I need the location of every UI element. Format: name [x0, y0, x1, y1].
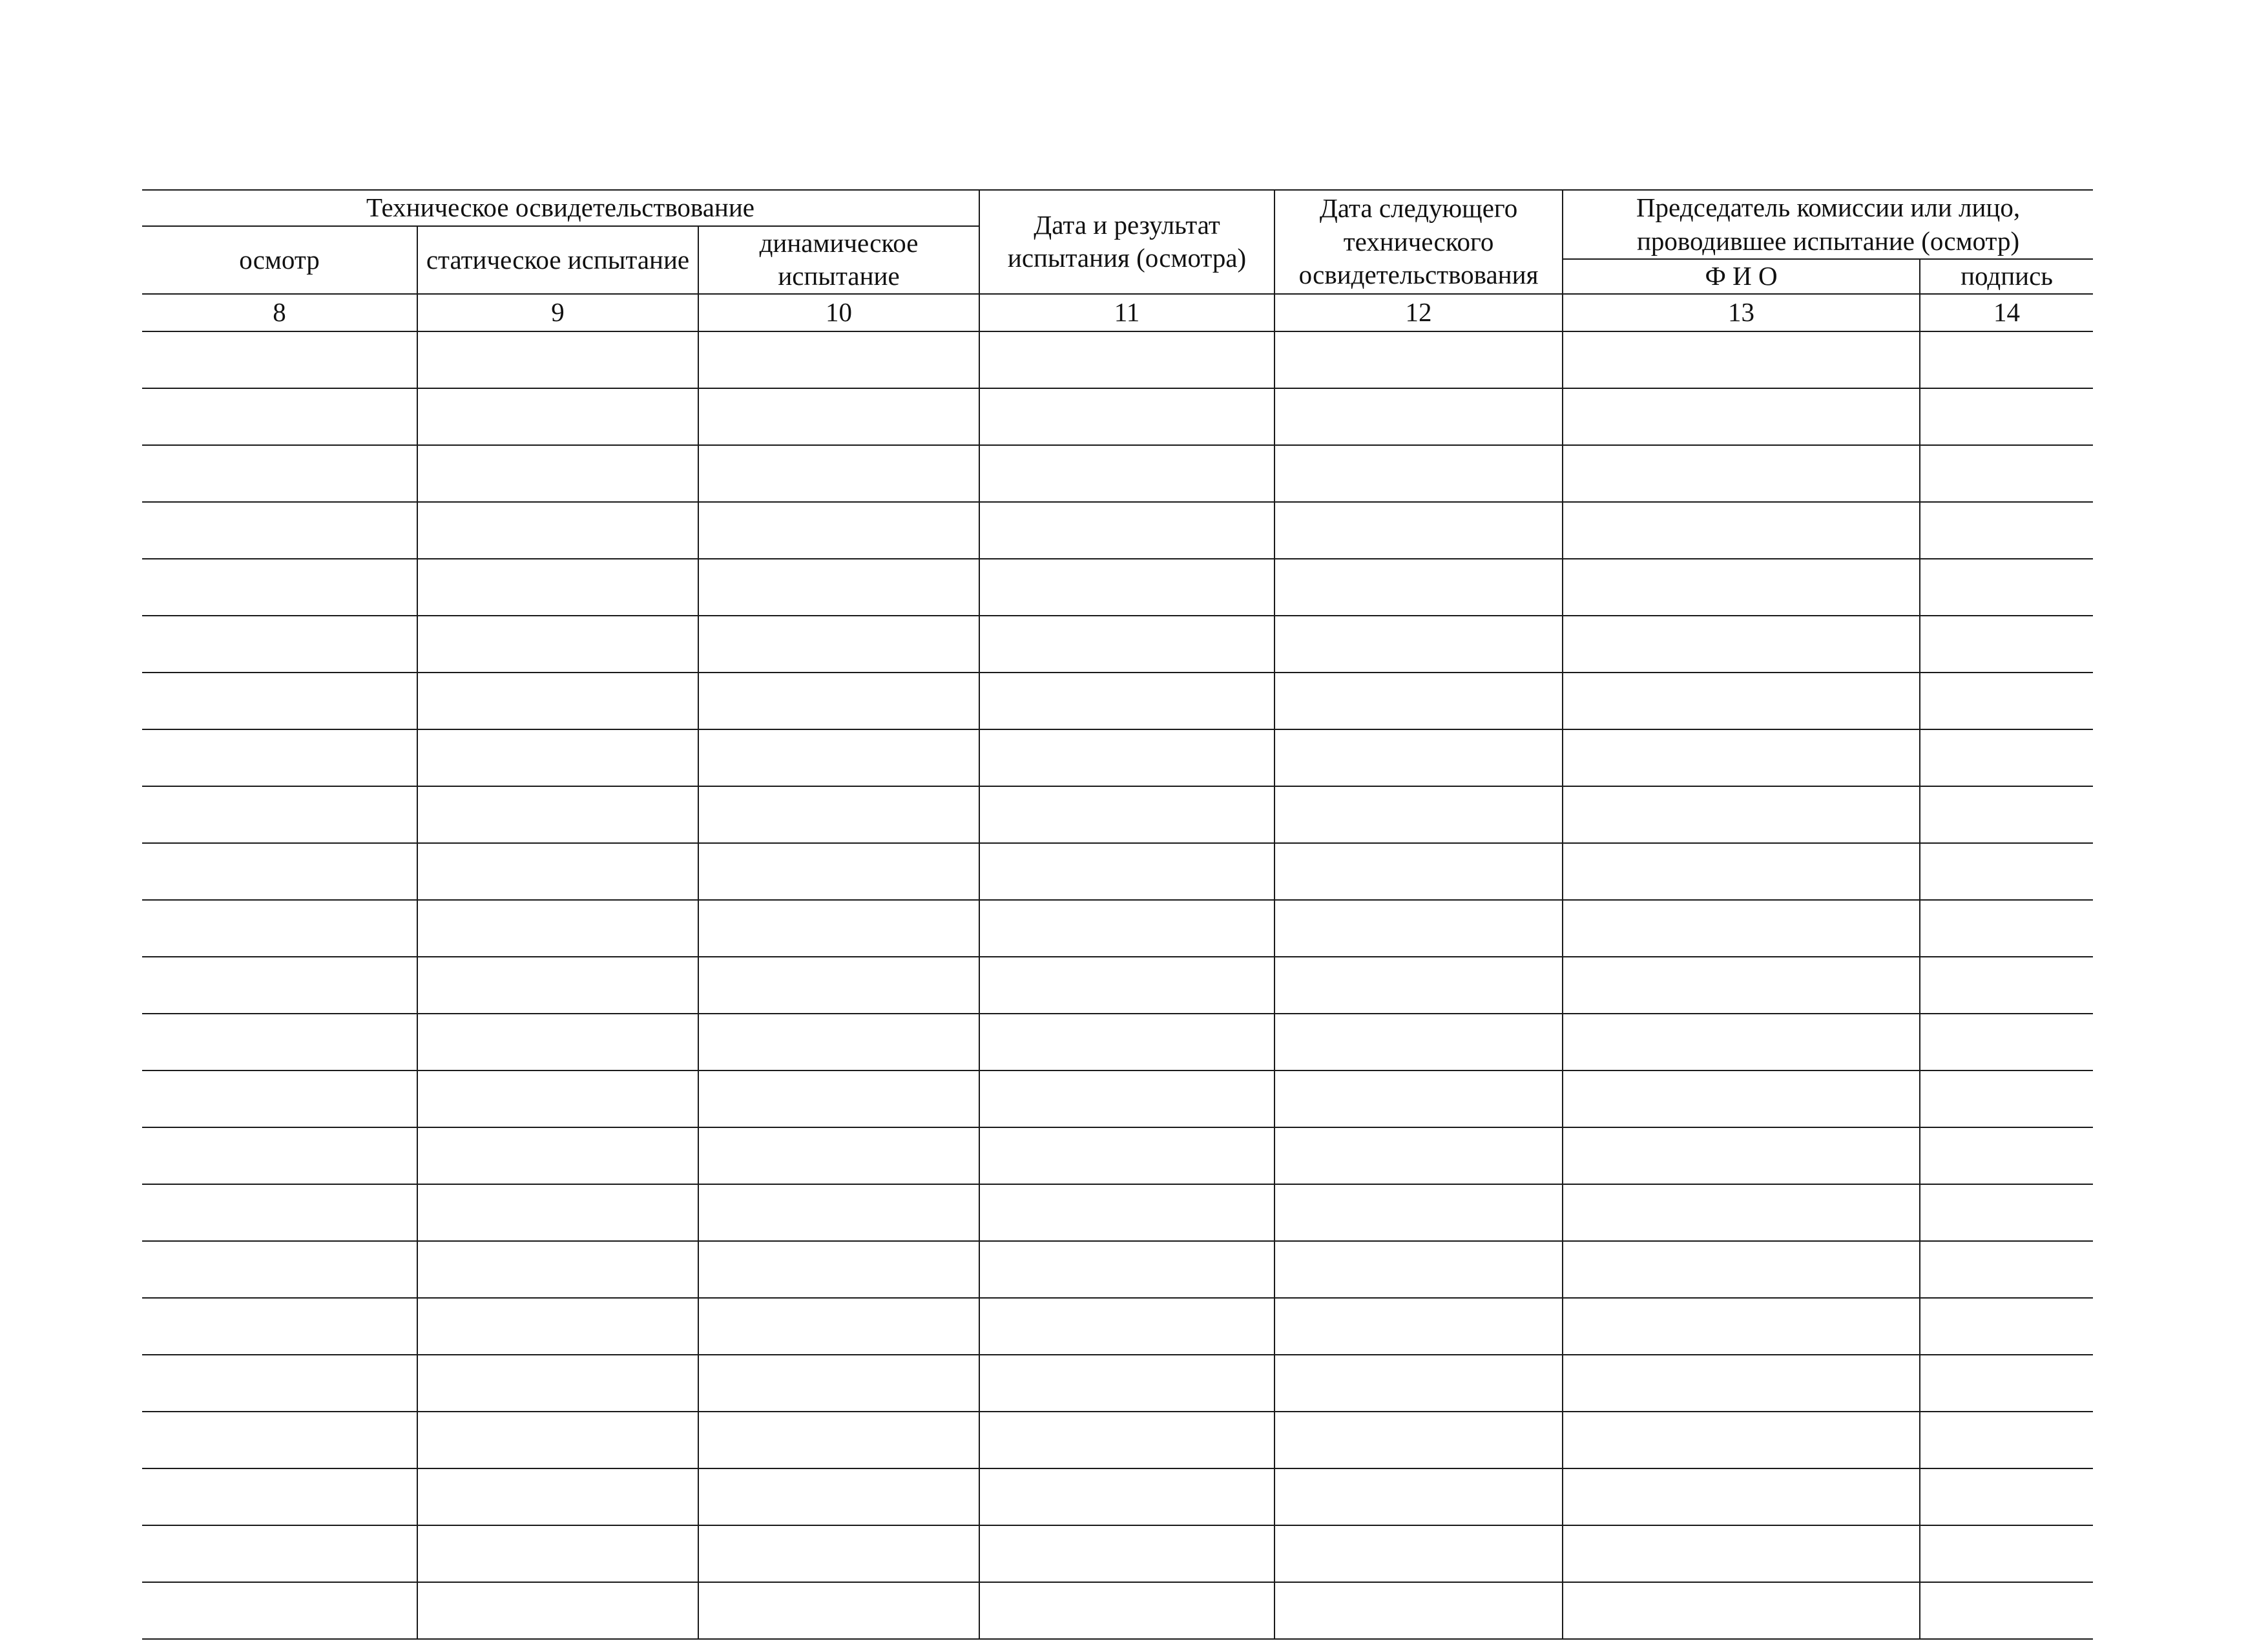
- cell-fio[interactable]: [1563, 331, 1920, 388]
- cell-date-result[interactable]: [979, 1525, 1274, 1582]
- cell-inspection[interactable]: [142, 616, 417, 673]
- cell-signature[interactable]: [1920, 673, 2093, 729]
- column-number: 8: [142, 294, 417, 331]
- cell-inspection[interactable]: [142, 1582, 417, 1639]
- header-date-result-label: Дата и результат испытания (осмотра): [1007, 210, 1247, 273]
- table-row: [142, 1412, 2093, 1468]
- table-row: [142, 559, 2093, 616]
- cell-dynamic-test[interactable]: [698, 673, 979, 729]
- cell-fio[interactable]: [1563, 1582, 1920, 1639]
- cell-dynamic-test[interactable]: [698, 957, 979, 1014]
- cell-inspection[interactable]: [142, 1298, 417, 1355]
- cell-inspection[interactable]: [142, 1127, 417, 1184]
- cell-date-result[interactable]: [979, 900, 1274, 957]
- cell-signature[interactable]: [1920, 1468, 2093, 1525]
- cell-next-date[interactable]: [1274, 900, 1563, 957]
- cell-fio[interactable]: [1563, 1070, 1920, 1127]
- cell-dynamic-test[interactable]: [698, 1014, 979, 1070]
- header-group-tech-inspection: [142, 190, 979, 226]
- table-row: [142, 1241, 2093, 1298]
- cell-next-date[interactable]: [1274, 1468, 1563, 1525]
- cell-static-test[interactable]: [417, 1582, 698, 1639]
- cell-static-test[interactable]: [417, 331, 698, 388]
- cell-signature[interactable]: [1920, 1184, 2093, 1241]
- cell-signature[interactable]: [1920, 1412, 2093, 1468]
- cell-dynamic-test[interactable]: [698, 1355, 979, 1412]
- cell-next-date[interactable]: [1274, 729, 1563, 786]
- cell-fio[interactable]: [1563, 616, 1920, 673]
- cell-fio[interactable]: [1563, 1241, 1920, 1298]
- cell-date-result[interactable]: [979, 1298, 1274, 1355]
- cell-dynamic-test[interactable]: [698, 843, 979, 900]
- cell-date-result[interactable]: [979, 1582, 1274, 1639]
- cell-next-date[interactable]: [1274, 1127, 1563, 1184]
- cell-next-date[interactable]: [1274, 673, 1563, 729]
- cell-signature[interactable]: [1920, 616, 2093, 673]
- cell-inspection[interactable]: [142, 1014, 417, 1070]
- cell-signature[interactable]: [1920, 1014, 2093, 1070]
- cell-dynamic-test[interactable]: [698, 1412, 979, 1468]
- cell-fio[interactable]: [1563, 1412, 1920, 1468]
- cell-next-date[interactable]: [1274, 616, 1563, 673]
- cell-static-test[interactable]: [417, 1241, 698, 1298]
- table-row: [142, 1070, 2093, 1127]
- cell-static-test[interactable]: [417, 843, 698, 900]
- header-group-chairman-label: Председатель комиссии или лицо, проводившее испытание (осмотр): [1636, 193, 2021, 256]
- cell-signature[interactable]: [1920, 559, 2093, 616]
- cell-next-date[interactable]: [1274, 1525, 1563, 1582]
- cell-inspection[interactable]: [142, 559, 417, 616]
- cell-dynamic-test[interactable]: [698, 786, 979, 843]
- cell-static-test[interactable]: [417, 900, 698, 957]
- cell-date-result[interactable]: [979, 559, 1274, 616]
- cell-inspection[interactable]: [142, 1468, 417, 1525]
- table-row: [142, 900, 2093, 957]
- table-row: [142, 1298, 2093, 1355]
- header-next-date-label: Дата следующего технического освидетельствования: [1298, 193, 1539, 289]
- header-group-tech-inspection-label: Техническое освидетельствование: [366, 193, 755, 223]
- cell-signature[interactable]: [1920, 1525, 2093, 1582]
- cell-next-date[interactable]: [1274, 331, 1563, 388]
- cell-dynamic-test[interactable]: [698, 502, 979, 559]
- header-dynamic-test-label: динамическое испытание: [759, 228, 919, 291]
- cell-fio[interactable]: [1563, 786, 1920, 843]
- cell-inspection[interactable]: [142, 673, 417, 729]
- cell-fio[interactable]: [1563, 1355, 1920, 1412]
- cell-date-result[interactable]: [979, 1241, 1274, 1298]
- cell-fio[interactable]: [1563, 1014, 1920, 1070]
- cell-inspection[interactable]: [142, 502, 417, 559]
- cell-fio[interactable]: [1563, 559, 1920, 616]
- cell-fio[interactable]: [1563, 502, 1920, 559]
- cell-date-result[interactable]: [979, 1184, 1274, 1241]
- cell-fio[interactable]: [1563, 1468, 1920, 1525]
- cell-date-result[interactable]: [979, 729, 1274, 786]
- cell-signature[interactable]: [1920, 331, 2093, 388]
- header-fio-label: Ф И О: [1705, 261, 1778, 291]
- cell-date-result[interactable]: [979, 1412, 1274, 1468]
- cell-date-result[interactable]: [979, 331, 1274, 388]
- cell-date-result[interactable]: [979, 502, 1274, 559]
- cell-fio[interactable]: [1563, 729, 1920, 786]
- table-row: [142, 843, 2093, 900]
- cell-inspection[interactable]: [142, 900, 417, 957]
- cell-dynamic-test[interactable]: [698, 559, 979, 616]
- cell-next-date[interactable]: [1274, 957, 1563, 1014]
- cell-signature[interactable]: [1920, 729, 2093, 786]
- cell-static-test[interactable]: [417, 729, 698, 786]
- cell-fio[interactable]: [1563, 445, 1920, 502]
- cell-next-date[interactable]: [1274, 1241, 1563, 1298]
- table-row: [142, 445, 2093, 502]
- cell-fio[interactable]: [1563, 843, 1920, 900]
- cell-signature[interactable]: [1920, 1582, 2093, 1639]
- cell-dynamic-test[interactable]: [698, 1582, 979, 1639]
- cell-fio[interactable]: [1563, 1184, 1920, 1241]
- cell-inspection[interactable]: [142, 1184, 417, 1241]
- cell-dynamic-test[interactable]: [698, 331, 979, 388]
- cell-fio[interactable]: [1563, 957, 1920, 1014]
- cell-static-test[interactable]: [417, 388, 698, 445]
- cell-dynamic-test[interactable]: [698, 900, 979, 957]
- cell-dynamic-test[interactable]: [698, 1525, 979, 1582]
- cell-fio[interactable]: [1563, 1127, 1920, 1184]
- cell-inspection[interactable]: [142, 729, 417, 786]
- cell-static-test[interactable]: [417, 445, 698, 502]
- column-number: 13: [1563, 294, 1920, 331]
- cell-dynamic-test[interactable]: [698, 1070, 979, 1127]
- cell-static-test[interactable]: [417, 1355, 698, 1412]
- cell-next-date[interactable]: [1274, 843, 1563, 900]
- cell-signature[interactable]: [1920, 502, 2093, 559]
- cell-dynamic-test[interactable]: [698, 1298, 979, 1355]
- cell-date-result[interactable]: [979, 1468, 1274, 1525]
- cell-next-date[interactable]: [1274, 559, 1563, 616]
- cell-fio[interactable]: [1563, 1525, 1920, 1582]
- column-number: 10: [698, 294, 979, 331]
- column-number: 11: [979, 294, 1274, 331]
- table-row: [142, 1355, 2093, 1412]
- cell-date-result[interactable]: [979, 1014, 1274, 1070]
- column-number: 14: [1920, 294, 2093, 331]
- table-row: [142, 331, 2093, 388]
- cell-dynamic-test[interactable]: [698, 445, 979, 502]
- header-static-test-label: статическое испытание: [426, 244, 690, 275]
- table-row: [142, 729, 2093, 786]
- cell-static-test[interactable]: [417, 1298, 698, 1355]
- cell-static-test[interactable]: [417, 1014, 698, 1070]
- cell-dynamic-test[interactable]: [698, 388, 979, 445]
- cell-inspection[interactable]: [142, 1241, 417, 1298]
- cell-static-test[interactable]: [417, 1412, 698, 1468]
- cell-static-test[interactable]: [417, 1468, 698, 1525]
- table-row: [142, 502, 2093, 559]
- table-row: [142, 1127, 2093, 1184]
- cell-date-result[interactable]: [979, 673, 1274, 729]
- column-numbers-row: [142, 294, 2093, 331]
- cell-signature[interactable]: [1920, 1127, 2093, 1184]
- cell-signature[interactable]: [1920, 1355, 2093, 1412]
- table-row: [142, 1468, 2093, 1525]
- cell-next-date[interactable]: [1274, 1355, 1563, 1412]
- cell-signature[interactable]: [1920, 445, 2093, 502]
- table-row: [142, 1582, 2093, 1639]
- cell-static-test[interactable]: [417, 1127, 698, 1184]
- header-signature: [1920, 259, 2093, 293]
- cell-date-result[interactable]: [979, 1127, 1274, 1184]
- cell-signature[interactable]: [1920, 900, 2093, 957]
- cell-dynamic-test[interactable]: [698, 616, 979, 673]
- cell-inspection[interactable]: [142, 445, 417, 502]
- cell-static-test[interactable]: [417, 786, 698, 843]
- cell-inspection[interactable]: [142, 1070, 417, 1127]
- cell-next-date[interactable]: [1274, 1184, 1563, 1241]
- cell-signature[interactable]: [1920, 1298, 2093, 1355]
- header-static-test: [417, 226, 698, 294]
- cell-date-result[interactable]: [979, 445, 1274, 502]
- cell-signature[interactable]: [1920, 843, 2093, 900]
- cell-fio[interactable]: [1563, 673, 1920, 729]
- cell-static-test[interactable]: [417, 559, 698, 616]
- header-fio: [1563, 259, 1920, 293]
- cell-dynamic-test[interactable]: [698, 729, 979, 786]
- header-date-result: [979, 190, 1274, 294]
- cell-inspection[interactable]: [142, 843, 417, 900]
- cell-date-result[interactable]: [979, 1355, 1274, 1412]
- header-signature-label: подпись: [1961, 261, 2053, 291]
- table-row: [142, 388, 2093, 445]
- cell-next-date[interactable]: [1274, 1298, 1563, 1355]
- cell-next-date[interactable]: [1274, 502, 1563, 559]
- table-row: [142, 1525, 2093, 1582]
- cell-fio[interactable]: [1563, 1298, 1920, 1355]
- table-row: [142, 1184, 2093, 1241]
- cell-inspection[interactable]: [142, 1525, 417, 1582]
- table-row: [142, 673, 2093, 729]
- cell-static-test[interactable]: [417, 1070, 698, 1127]
- header-inspection: [142, 226, 417, 294]
- cell-inspection[interactable]: [142, 331, 417, 388]
- cell-static-test[interactable]: [417, 502, 698, 559]
- cell-date-result[interactable]: [979, 957, 1274, 1014]
- cell-fio[interactable]: [1563, 900, 1920, 957]
- cell-signature[interactable]: [1920, 1070, 2093, 1127]
- cell-next-date[interactable]: [1274, 1412, 1563, 1468]
- table-row: [142, 957, 2093, 1014]
- header-next-date: [1274, 190, 1563, 294]
- header-dynamic-test: [698, 226, 979, 294]
- cell-date-result[interactable]: [979, 786, 1274, 843]
- cell-next-date[interactable]: [1274, 1014, 1563, 1070]
- cell-signature[interactable]: [1920, 1241, 2093, 1298]
- header-inspection-label: осмотр: [239, 244, 320, 275]
- cell-dynamic-test[interactable]: [698, 1127, 979, 1184]
- cell-dynamic-test[interactable]: [698, 1468, 979, 1525]
- cell-signature[interactable]: [1920, 957, 2093, 1014]
- cell-static-test[interactable]: [417, 957, 698, 1014]
- cell-dynamic-test[interactable]: [698, 1184, 979, 1241]
- cell-inspection[interactable]: [142, 786, 417, 843]
- cell-static-test[interactable]: [417, 1525, 698, 1582]
- cell-static-test[interactable]: [417, 1184, 698, 1241]
- cell-static-test[interactable]: [417, 673, 698, 729]
- cell-date-result[interactable]: [979, 1070, 1274, 1127]
- header-row-1: [142, 190, 2093, 226]
- table-row: [142, 1014, 2093, 1070]
- cell-date-result[interactable]: [979, 388, 1274, 445]
- cell-fio[interactable]: [1563, 388, 1920, 445]
- column-number: 9: [417, 294, 698, 331]
- header-group-chairman: [1563, 190, 2093, 259]
- cell-next-date[interactable]: [1274, 1070, 1563, 1127]
- cell-date-result[interactable]: [979, 843, 1274, 900]
- cell-inspection[interactable]: [142, 957, 417, 1014]
- cell-signature[interactable]: [1920, 388, 2093, 445]
- cell-dynamic-test[interactable]: [698, 1241, 979, 1298]
- cell-next-date[interactable]: [1274, 445, 1563, 502]
- cell-next-date[interactable]: [1274, 1582, 1563, 1639]
- cell-next-date[interactable]: [1274, 388, 1563, 445]
- cell-date-result[interactable]: [979, 616, 1274, 673]
- cell-inspection[interactable]: [142, 1412, 417, 1468]
- cell-next-date[interactable]: [1274, 786, 1563, 843]
- inspection-journal-table: [142, 189, 2093, 1640]
- cell-signature[interactable]: [1920, 786, 2093, 843]
- cell-static-test[interactable]: [417, 616, 698, 673]
- table-row: [142, 616, 2093, 673]
- column-number: 12: [1274, 294, 1563, 331]
- cell-inspection[interactable]: [142, 1355, 417, 1412]
- table-row: [142, 786, 2093, 843]
- cell-inspection[interactable]: [142, 388, 417, 445]
